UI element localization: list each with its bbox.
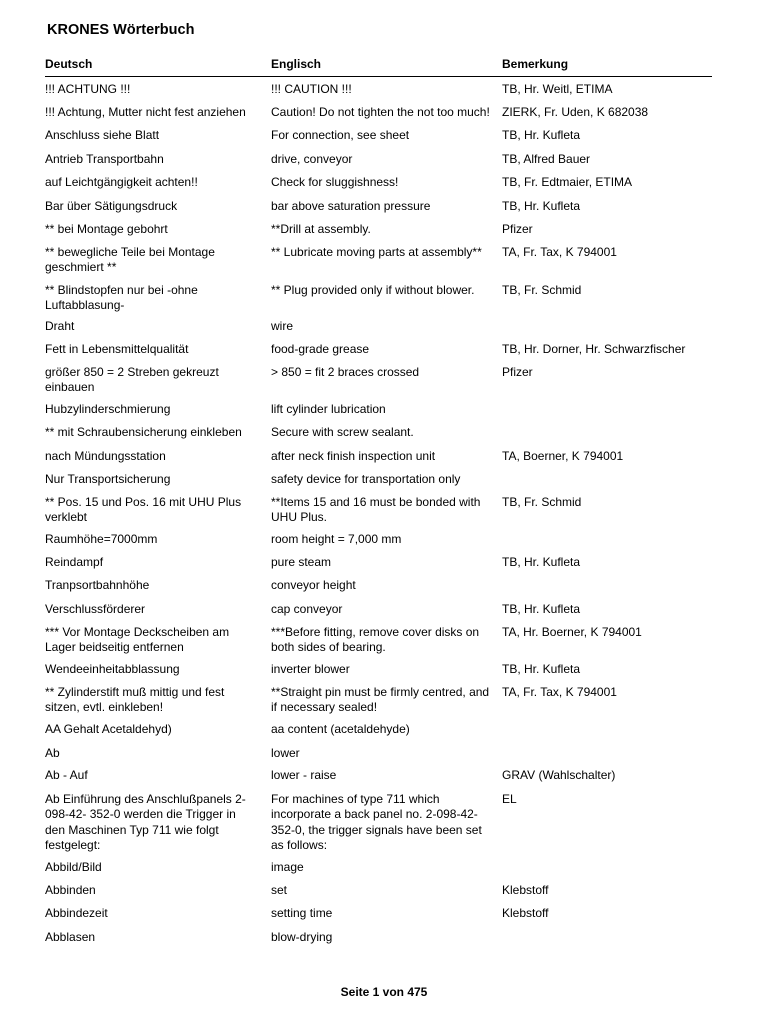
cell-englisch: after neck finish inspection unit [271, 449, 436, 463]
cell-deutsch: !!! Achtung, Mutter nicht fest anziehen [45, 105, 246, 119]
cell-englisch: inverter blower [271, 662, 350, 676]
cell-deutsch: ** bei Montage gebohrt [45, 222, 168, 236]
cell-deutsch: !!! ACHTUNG !!! [45, 82, 131, 96]
cell-bemerkung: TB, Fr. Edtmaier, ETIMA [502, 175, 633, 189]
cell-englisch: blow-drying [271, 930, 333, 944]
cell-englisch: cap conveyor [271, 602, 343, 616]
cell-deutsch: ** Pos. 15 und Pos. 16 mit UHU Plus verklebt [45, 495, 242, 525]
cell-deutsch: Bar über Sätigungsdruck [45, 199, 178, 213]
cell-bemerkung: Pfizer [502, 365, 533, 379]
cell-englisch: lower [271, 746, 300, 760]
document-title: KRONES Wörterbuch [47, 22, 195, 38]
cell-deutsch: Abbindezeit [45, 906, 108, 920]
cell-bemerkung: TB, Hr. Kufleta [502, 199, 581, 213]
cell-englisch: ** Plug provided only if without blower. [271, 283, 475, 297]
cell-englisch: ** Lubricate moving parts at assembly** [271, 245, 482, 259]
cell-englisch: > 850 = fit 2 braces crossed [271, 365, 420, 379]
cell-englisch: aa content (acetaldehyde) [271, 722, 410, 736]
cell-bemerkung: TB, Hr. Weitl, ETIMA [502, 82, 613, 96]
cell-deutsch: ** Zylinderstift muß mittig und fest sitzen, evtl. einkleben! [45, 685, 225, 715]
cell-englisch: setting time [271, 906, 333, 920]
cell-englisch: For connection, see sheet [271, 128, 410, 142]
cell-englisch: pure steam [271, 555, 332, 569]
cell-deutsch: Tranpsortbahnhöhe [45, 578, 150, 592]
cell-deutsch: Verschlussförderer [45, 602, 146, 616]
cell-bemerkung: TB, Hr. Kufleta [502, 128, 581, 142]
cell-bemerkung: TB, Fr. Schmid [502, 283, 582, 297]
cell-deutsch: *** Vor Montage Deckscheiben am Lager beidseitig entfernen [45, 625, 230, 655]
cell-deutsch: Wendeeinheitabblassung [45, 662, 180, 676]
cell-bemerkung: TB, Hr. Kufleta [502, 555, 581, 569]
cell-bemerkung: TB, Hr. Kufleta [502, 662, 581, 676]
cell-bemerkung: TB, Fr. Schmid [502, 495, 582, 509]
cell-bemerkung: TB, Hr. Kufleta [502, 602, 581, 616]
cell-bemerkung: EL [502, 792, 517, 806]
cell-englisch: lower - raise [271, 768, 337, 782]
cell-deutsch: Antrieb Transportbahn [45, 152, 164, 166]
cell-englisch: ***Before fitting, remove cover disks on both sides of bearing. [271, 625, 480, 655]
cell-bemerkung: ZIERK, Fr. Uden, K 682038 [502, 105, 649, 119]
cell-bemerkung: TB, Hr. Dorner, Hr. Schwarzfischer [502, 342, 686, 356]
cell-deutsch: Ab Einführung des Anschlußpanels 2- 098-42- 352-0 werden die Trigger in den Maschinen Typ 711 wie folgt festgelegt: [45, 792, 246, 852]
cell-deutsch: Hubzylinderschmierung [45, 402, 171, 416]
cell-englisch: **Straight pin must be firmly centred, and if necessary sealed! [271, 685, 490, 715]
cell-deutsch: Abblasen [45, 930, 96, 944]
cell-bemerkung: Klebstoff [502, 883, 549, 897]
cell-englisch: For machines of type 711 which incorporate a back panel no. 2-098-42- 352-0, the trigger signals have been set as follows: [271, 792, 482, 852]
cell-deutsch: auf Leichtgängigkeit achten!! [45, 175, 198, 189]
cell-deutsch: ** Blindstopfen nur bei -ohne Luftabblasung- [45, 283, 198, 313]
cell-bemerkung: TA, Fr. Tax, K 794001 [502, 685, 617, 699]
cell-deutsch: AA Gehalt Acetaldehyd) [45, 722, 172, 736]
cell-englisch: drive, conveyor [271, 152, 353, 166]
cell-englisch: Secure with screw sealant. [271, 425, 414, 439]
cell-englisch: room height = 7,000 mm [271, 532, 402, 546]
cell-englisch: safety device for transportation only [271, 472, 461, 486]
cell-deutsch: nach Mündungsstation [45, 449, 166, 463]
cell-englisch: set [271, 883, 288, 897]
cell-bemerkung: TA, Fr. Tax, K 794001 [502, 245, 617, 259]
header-englisch: Englisch [271, 57, 322, 71]
cell-englisch: conveyor height [271, 578, 356, 592]
cell-deutsch: Abbinden [45, 883, 96, 897]
cell-deutsch: größer 850 = 2 Streben gekreuzt einbauen [45, 365, 219, 395]
cell-deutsch: ** mit Schraubensicherung einkleben [45, 425, 242, 439]
cell-englisch: bar above saturation pressure [271, 199, 431, 213]
cell-englisch: lift cylinder lubrication [271, 402, 386, 416]
cell-deutsch: Fett in Lebensmittelqualität [45, 342, 189, 356]
cell-englisch: **Items 15 and 16 must be bonded with UHU Plus. [271, 495, 481, 525]
cell-englisch: wire [271, 319, 294, 333]
cell-deutsch: Draht [45, 319, 75, 333]
cell-englisch: **Drill at assembly. [271, 222, 371, 236]
cell-englisch: food-grade grease [271, 342, 370, 356]
cell-deutsch: Nur Transportsicherung [45, 472, 171, 486]
header-bemerkung: Bemerkung [502, 57, 569, 71]
cell-deutsch: Ab [45, 746, 60, 760]
cell-englisch: !!! CAUTION !!! [271, 82, 352, 96]
cell-englisch: Caution! Do not tighten the not too much! [271, 105, 490, 119]
cell-bemerkung: Pfizer [502, 222, 533, 236]
cell-bemerkung: Klebstoff [502, 906, 549, 920]
cell-bemerkung: GRAV (Wahlschalter) [502, 768, 616, 782]
cell-deutsch: Ab - Auf [45, 768, 88, 782]
page-footer: Seite 1 von 475 [340, 985, 428, 999]
cell-englisch: Check for sluggishness! [271, 175, 399, 189]
cell-deutsch: Anschluss siehe Blatt [45, 128, 160, 142]
cell-deutsch: Raumhöhe=7000mm [45, 532, 158, 546]
cell-bemerkung: TA, Boerner, K 794001 [502, 449, 624, 463]
cell-deutsch: ** bewegliche Teile bei Montage geschmiert ** [45, 245, 215, 275]
cell-deutsch: Reindampf [45, 555, 104, 569]
cell-englisch: image [271, 860, 304, 874]
cell-bemerkung: TB, Alfred Bauer [502, 152, 591, 166]
header-deutsch: Deutsch [45, 57, 93, 71]
cell-deutsch: Abbild/Bild [45, 860, 102, 874]
cell-bemerkung: TA, Hr. Boerner, K 794001 [502, 625, 642, 639]
